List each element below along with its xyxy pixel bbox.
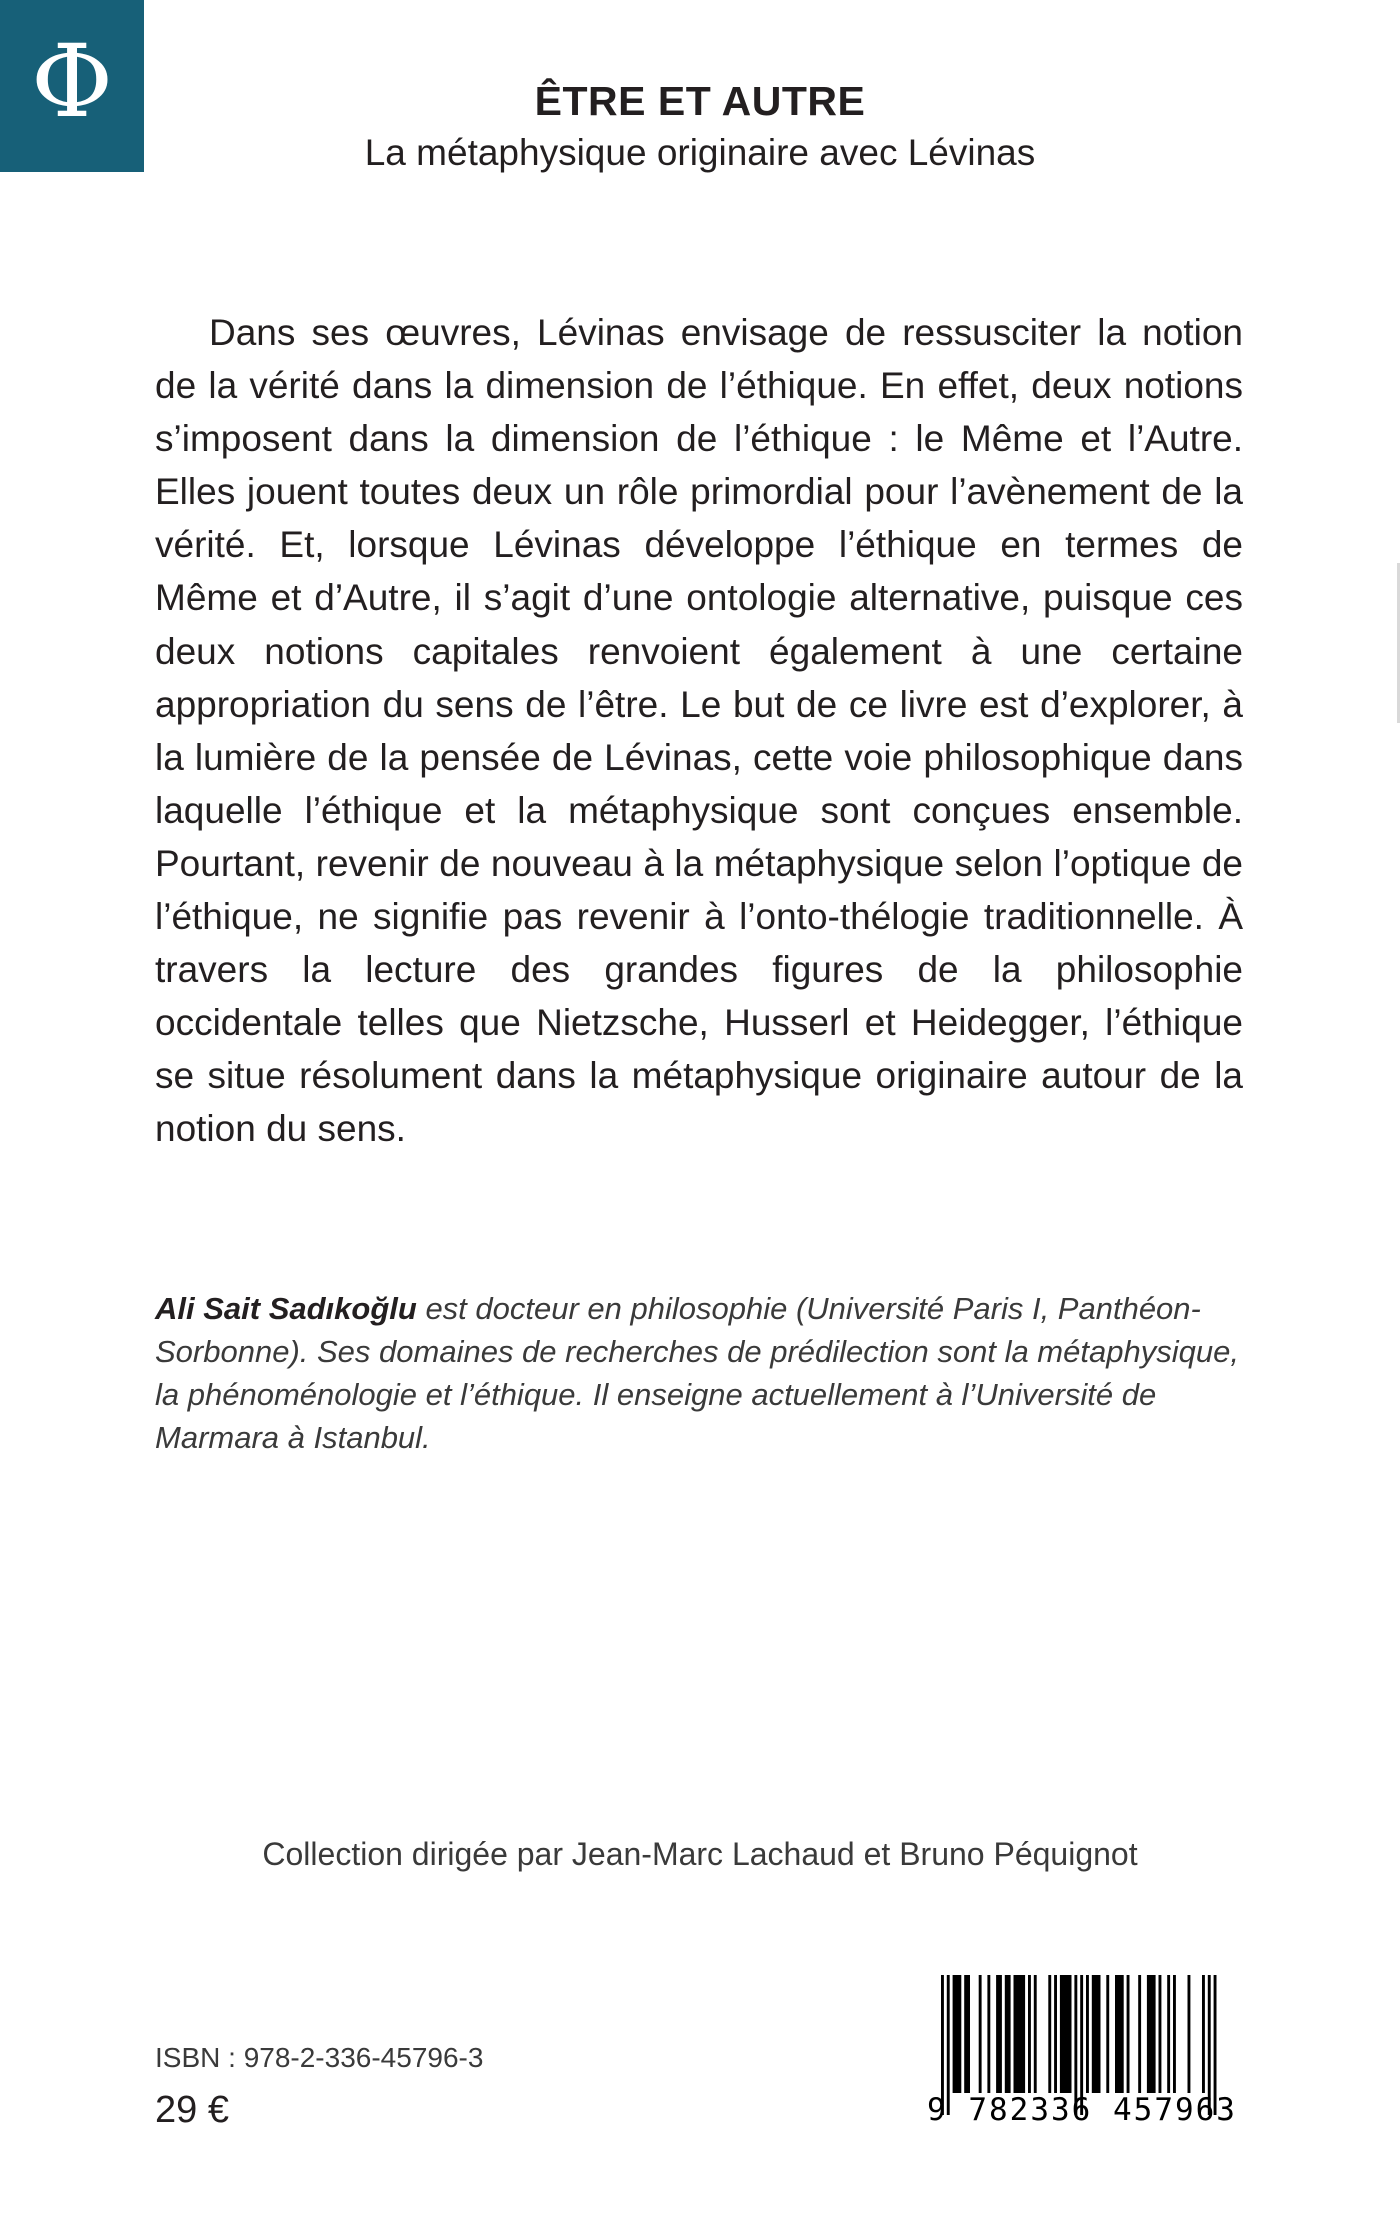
barcode-bar — [1086, 1975, 1089, 2093]
barcode-bar — [1106, 1975, 1109, 2093]
book-abstract: Dans ses œuvres, Lévinas envisage de ressusciter la notion de la vérité dans la dimension de l’éthique. En effet, deux notions s’imposent dans la dimension de l’éthique : le Même et l’Autre. Elles jouent toutes deux un rôle primordial pour l’avènement de la vérité. Et, lorsque Lévinas développe l’éthique en termes de Même et d’Autre, il s’agit d’une ontologie alternative, puisque ces deux notions capitales renvoient également à une certaine appropriation du sens de l’être. Le but de ce livre est d’explorer, à la lumière de la pensée de Lévinas, cette voie philosophique dans laquelle l’éthique et la métaphysique sont conçues ensemble. Pourtant, revenir de nouveau à la métaphysique selon l’optique de l’éthique, ne signifie pas revenir à l’onto-thélogie traditionnelle. À travers la lecture des grandes figures de la philosophie occidentale telles que Nietzsche, Husserl et Heidegger, l’éthique se situe résolument dans la métaphysique originaire autour de la notion du sens. — [155, 312, 1243, 1150]
barcode-bar — [1115, 1975, 1124, 2093]
barcode-bar — [1005, 1975, 1011, 2093]
book-title: ÊTRE ET AUTRE — [534, 78, 866, 124]
barcode-bar — [996, 1975, 1002, 2093]
barcode-bar — [987, 1975, 990, 2093]
barcode-number: 9 782336 457963 — [927, 2092, 1237, 2128]
barcode-bar — [953, 1975, 962, 2093]
price: 29 € — [155, 2089, 229, 2131]
barcode-bar — [1167, 1975, 1170, 2093]
barcode-bar — [979, 1975, 982, 2093]
barcode-bar — [1173, 1975, 1176, 2093]
barcode-bar — [1092, 1975, 1101, 2093]
barcode-bar — [1048, 1975, 1051, 2093]
author-bio-text: est docteur en philosophie (Université Paris I, Panthéon-Sorbonne). Ses domaines de recherches de prédilection sont la métaphysique, la phénoménologie et l’éthique. Il enseigne actuellement à l’Université de Marmara à Istanbul. — [155, 1291, 1239, 1455]
barcode-bar — [1147, 1975, 1156, 2093]
barcode-bar — [1202, 1975, 1205, 2093]
barcode-bar — [1054, 1975, 1057, 2093]
collection-credit: Collection dirigée par Jean-Marc Lachaud et Bruno Péquignot — [262, 1836, 1138, 1872]
barcode-bar — [1188, 1975, 1191, 2093]
barcode-bar — [1159, 1975, 1162, 2093]
isbn: ISBN : 978-2-336-45796-3 — [155, 2042, 484, 2073]
phi-icon: Φ — [31, 23, 113, 140]
barcode-bar — [1138, 1975, 1141, 2093]
barcode-bar — [1028, 1975, 1031, 2093]
barcode-bar — [1127, 1975, 1130, 2093]
barcode-bar — [1034, 1975, 1037, 2093]
barcode-bar — [1060, 1975, 1072, 2093]
barcode-bar — [1014, 1975, 1026, 2093]
barcode-bar — [964, 1975, 970, 2093]
book-subtitle: La métaphysique originaire avec Lévinas — [364, 132, 1036, 173]
author-bio — [155, 1287, 1243, 1459]
author-name: Ali Sait Sadıkoğlu — [155, 1291, 417, 1326]
